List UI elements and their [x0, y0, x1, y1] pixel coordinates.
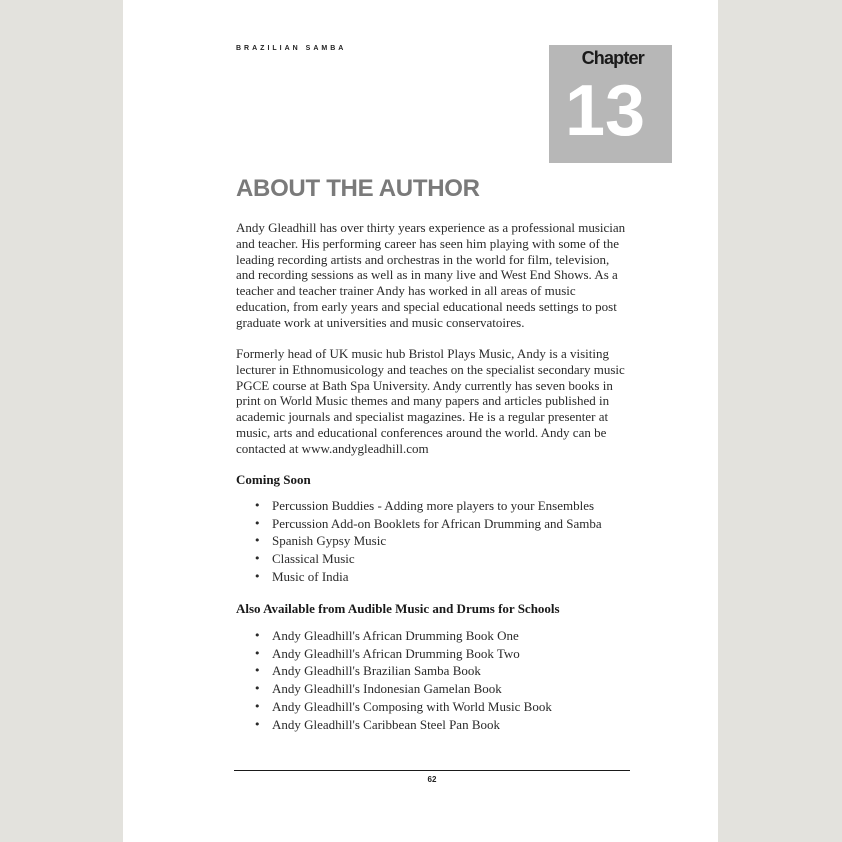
list-item: • Percussion Add-on Booklets for African Drumming and Samba [236, 515, 636, 533]
also-available-list [236, 627, 636, 733]
list-item: • Percussion Buddies - Adding more players to your Ensembles [236, 497, 636, 515]
list-item: • Andy Gleadhill's Composing with World Music Book [236, 698, 636, 716]
page-number: 62 [427, 775, 437, 784]
list-item: • Spanish Gypsy Music [236, 532, 636, 550]
list-item: • Andy Gleadhill's Indonesian Gamelan Book [236, 680, 636, 698]
chapter-label: Chapter [581, 48, 644, 68]
list-item: • Andy Gleadhill's Caribbean Steel Pan Book [236, 716, 636, 734]
chapter-badge [549, 45, 672, 163]
bio-paragraph-1: Andy Gleadhill has over thirty years experience as a professional musician and teacher. His performing career has seen him playing with some of the leading recording artists and orchestras in the world for film, television, and recording sessions as well as in many live and West End Shows. As a teacher and teacher trainer Andy has worked in all areas of music education, from early years and special educational needs settings to post graduate work at universities and music conservatoires. [236, 220, 626, 330]
also-available-heading: Also Available from Audible Music and Drums for Schools [236, 601, 560, 616]
list-item: • Andy Gleadhill's African Drumming Book One [236, 627, 636, 645]
coming-soon-list [236, 497, 636, 586]
page-title: ABOUT THE AUTHOR [236, 175, 480, 202]
chapter-number: 13 [565, 71, 646, 151]
list-item: • Andy Gleadhill's African Drumming Book Two [236, 645, 636, 663]
coming-soon-heading: Coming Soon [236, 472, 311, 487]
list-item: • Music of India [236, 568, 636, 586]
running-head: BRAZILIAN SAMBA [236, 45, 347, 52]
list-item: • Andy Gleadhill's Brazilian Samba Book [236, 662, 636, 680]
footer-divider [234, 770, 630, 771]
list-item: • Classical Music [236, 550, 636, 568]
bio-paragraph-2: Formerly head of UK music hub Bristol Plays Music, Andy is a visiting lecturer in Ethnomusicology and teaches on the specialist secondary music PGCE course at Bath Spa University. Andy currently has seven books in print on World Music themes and many papers and articles published in academic journals and specialist magazines. He is a regular presenter at music, arts and educational conferences around the world. Andy can be contacted at www.andygleadhill.com [236, 346, 625, 456]
